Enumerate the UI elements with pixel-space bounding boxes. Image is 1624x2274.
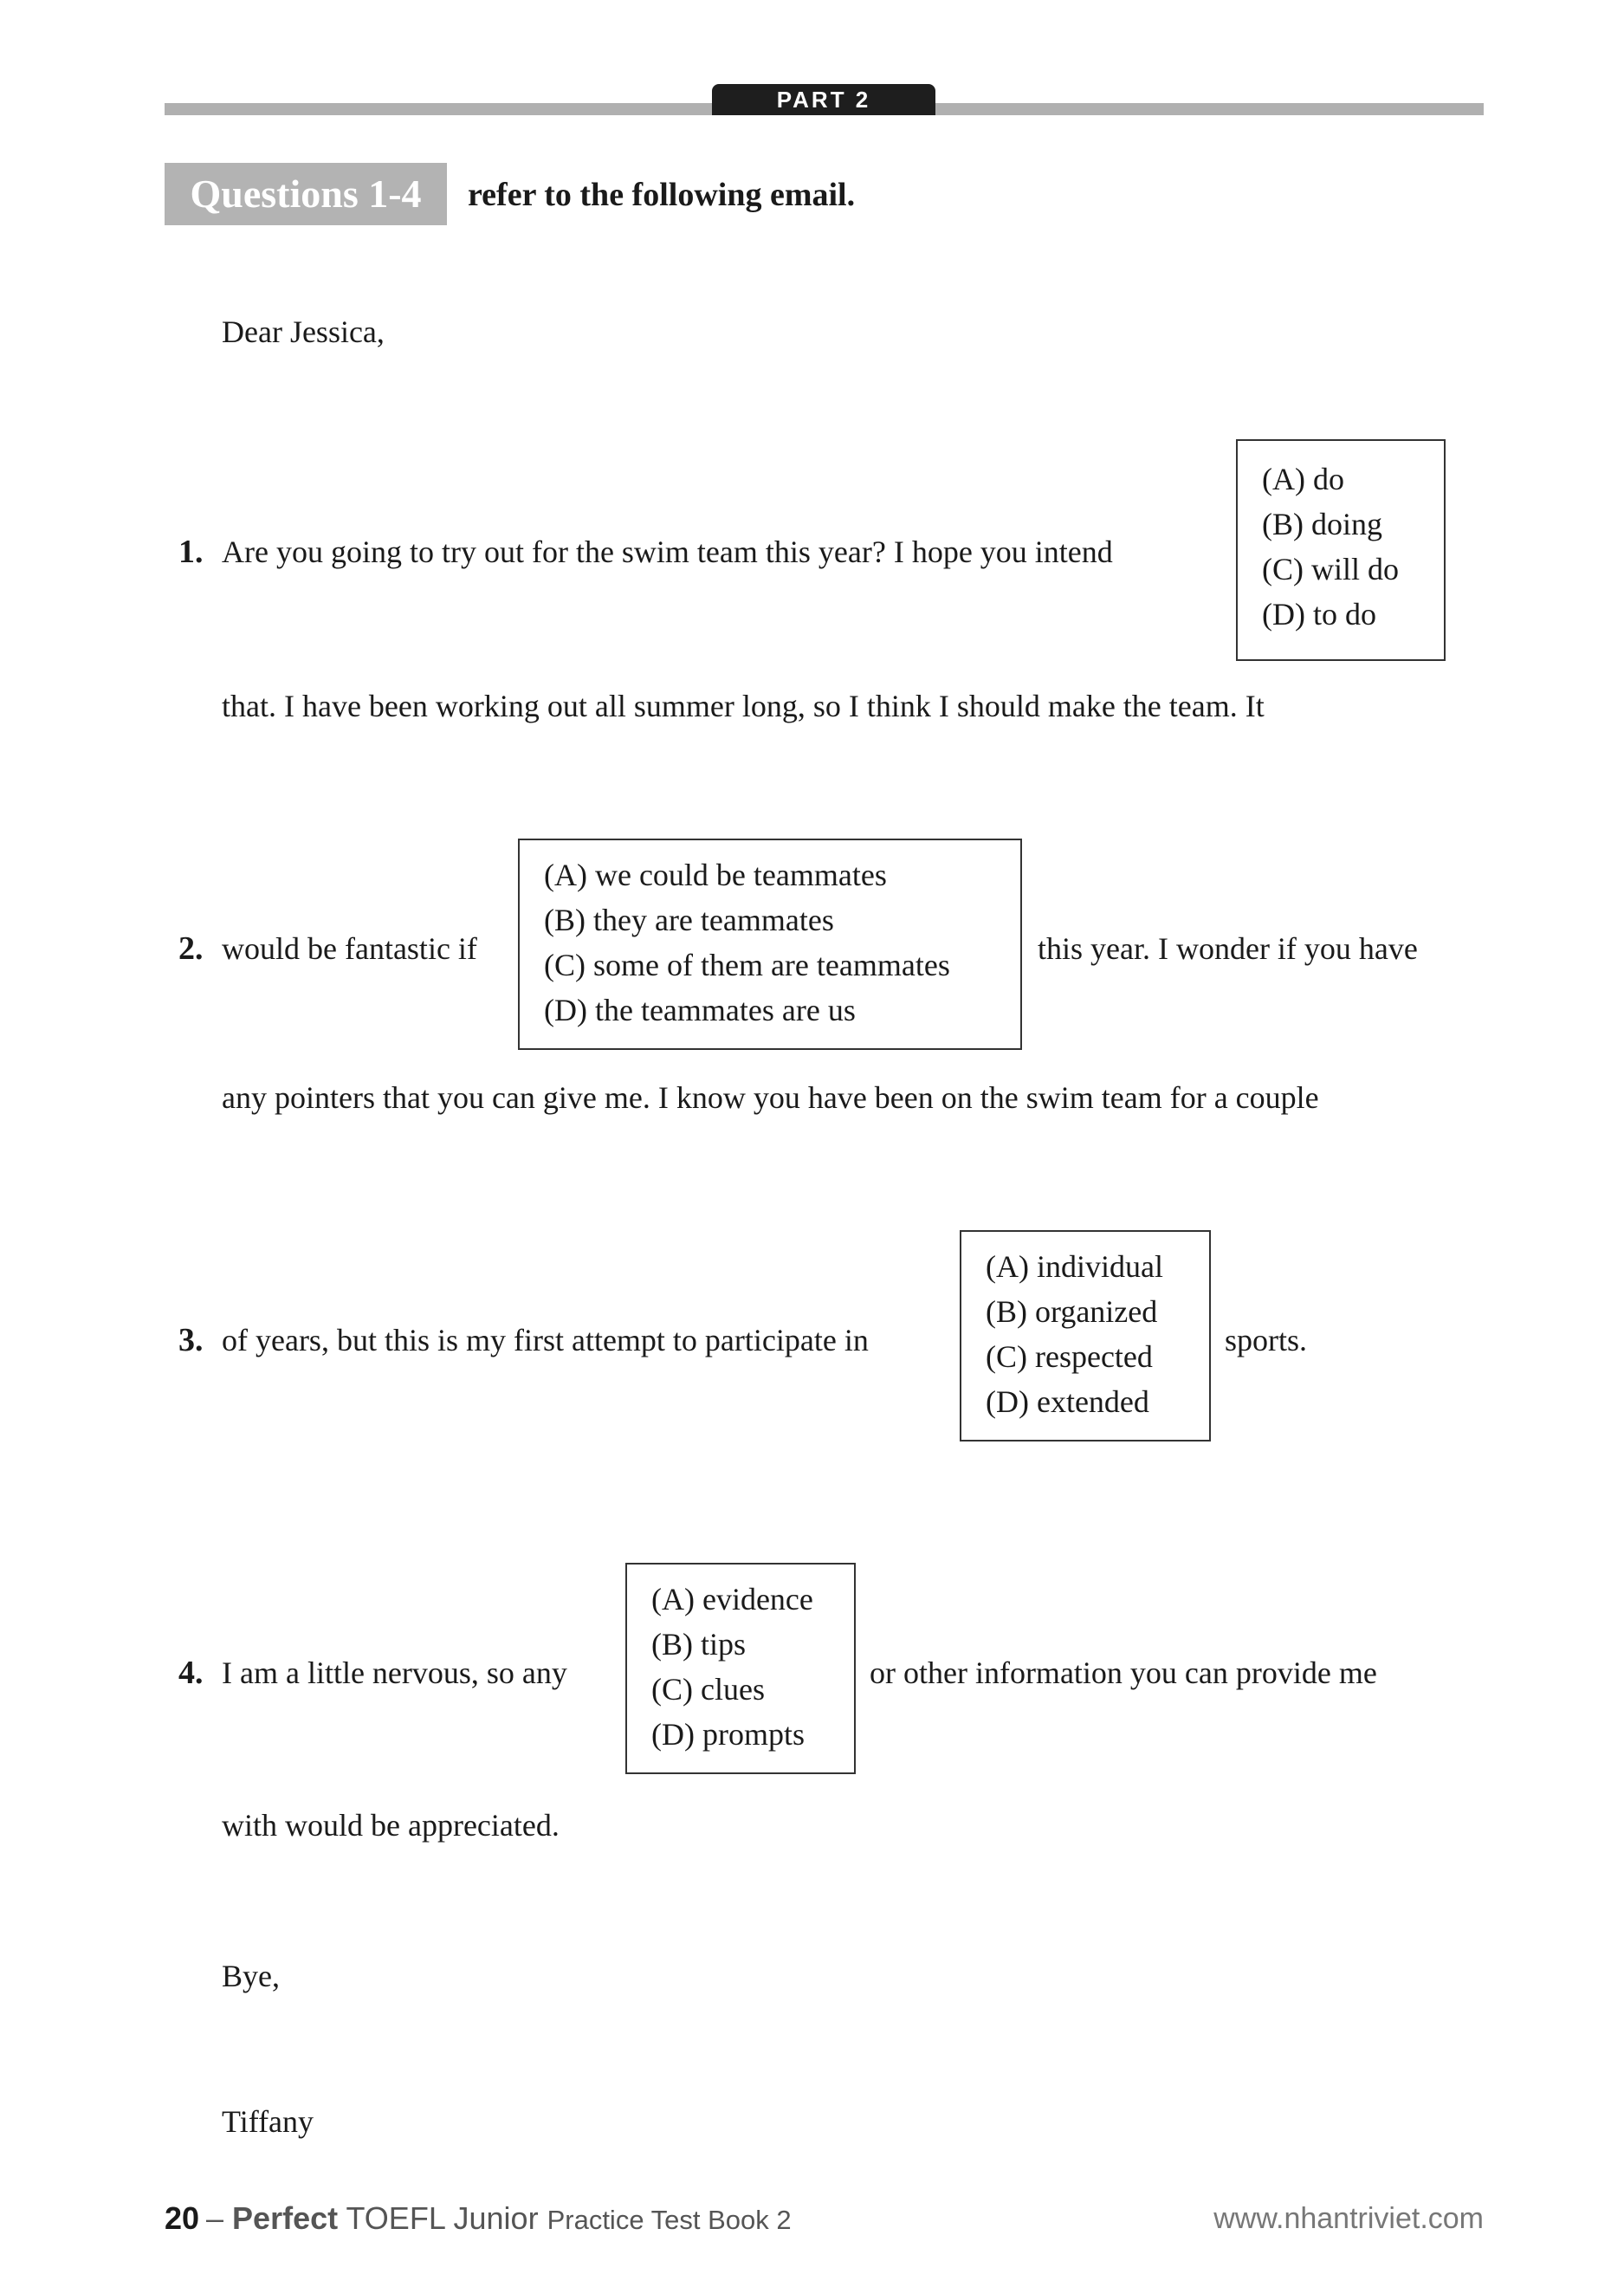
email-closing: Bye, bbox=[222, 1959, 280, 1993]
question-4-text-after: or other information you can provide me bbox=[870, 1655, 1377, 1690]
email-line-after-q4: with would be appreciated. bbox=[222, 1808, 560, 1843]
question-4-option-c[interactable]: (C) clues bbox=[651, 1672, 765, 1707]
question-1-option-d[interactable]: (D) to do bbox=[1262, 597, 1376, 632]
email-line-after-q2: any pointers that you can give me. I know you have been on the swim team for a couple bbox=[222, 1080, 1319, 1115]
question-2-option-a[interactable]: (A) we could be teammates bbox=[544, 858, 887, 892]
question-1-option-b[interactable]: (B) doing bbox=[1262, 507, 1382, 541]
question-4-option-b[interactable]: (B) tips bbox=[651, 1627, 747, 1662]
questions-intro: refer to the following email. bbox=[468, 177, 856, 213]
question-1-text: Are you going to try out for the swim team this year? I hope you intend bbox=[222, 534, 1113, 569]
question-3-text-after: sports. bbox=[1225, 1323, 1308, 1357]
question-1-option-c[interactable]: (C) will do bbox=[1262, 552, 1399, 586]
footer-url-link[interactable]: www.nhantriviet.com bbox=[1213, 2202, 1484, 2235]
question-3-number: 3. bbox=[178, 1322, 204, 1358]
question-1-options bbox=[1236, 439, 1446, 661]
email-greeting: Dear Jessica, bbox=[222, 314, 385, 349]
question-2-option-d[interactable]: (D) the teammates are us bbox=[544, 993, 856, 1027]
footer-dash: – bbox=[206, 2200, 224, 2236]
email-line-after-q1: that. I have been working out all summer long, so I think I should make the team. It bbox=[222, 689, 1265, 723]
question-4-option-d[interactable]: (D) prompts bbox=[651, 1717, 805, 1752]
question-3-option-d[interactable]: (D) extended bbox=[986, 1384, 1149, 1419]
question-2-text-after: this year. I wonder if you have bbox=[1038, 931, 1418, 966]
question-1-number: 1. bbox=[178, 534, 204, 570]
question-3-option-a[interactable]: (A) individual bbox=[986, 1249, 1163, 1284]
footer-brand-sub: Practice Test Book 2 bbox=[547, 2205, 792, 2235]
questions-badge: Questions 1-4 bbox=[165, 163, 447, 225]
footer-brand-title: TOEFL Junior bbox=[346, 2200, 539, 2236]
question-3-text-before: of years, but this is my first attempt to participate in bbox=[222, 1323, 869, 1357]
question-2-number: 2. bbox=[178, 930, 204, 967]
question-2-option-c[interactable]: (C) some of them are teammates bbox=[544, 948, 950, 982]
question-1-option-a[interactable]: (A) do bbox=[1262, 462, 1344, 496]
header-rule-left bbox=[165, 103, 715, 115]
question-4-text-before: I am a little nervous, so any bbox=[222, 1655, 567, 1690]
part-label: PART 2 bbox=[712, 84, 935, 115]
question-3-options bbox=[960, 1230, 1211, 1441]
question-4-option-a[interactable]: (A) evidence bbox=[651, 1582, 813, 1616]
question-3-option-b[interactable]: (B) organized bbox=[986, 1294, 1158, 1329]
question-2-option-b[interactable]: (B) they are teammates bbox=[544, 903, 834, 937]
email-signature: Tiffany bbox=[222, 2104, 314, 2139]
footer-page-number: 20 bbox=[165, 2200, 200, 2236]
question-4-options bbox=[625, 1563, 856, 1774]
question-2-options bbox=[518, 839, 1022, 1050]
footer-brand-bold: Perfect bbox=[232, 2200, 339, 2236]
header-rule-right bbox=[934, 103, 1484, 115]
question-4-number: 4. bbox=[178, 1655, 204, 1691]
question-2-text-before: would be fantastic if bbox=[222, 931, 477, 966]
question-3-option-c[interactable]: (C) respected bbox=[986, 1339, 1153, 1374]
footer-book-title bbox=[206, 2200, 792, 2237]
